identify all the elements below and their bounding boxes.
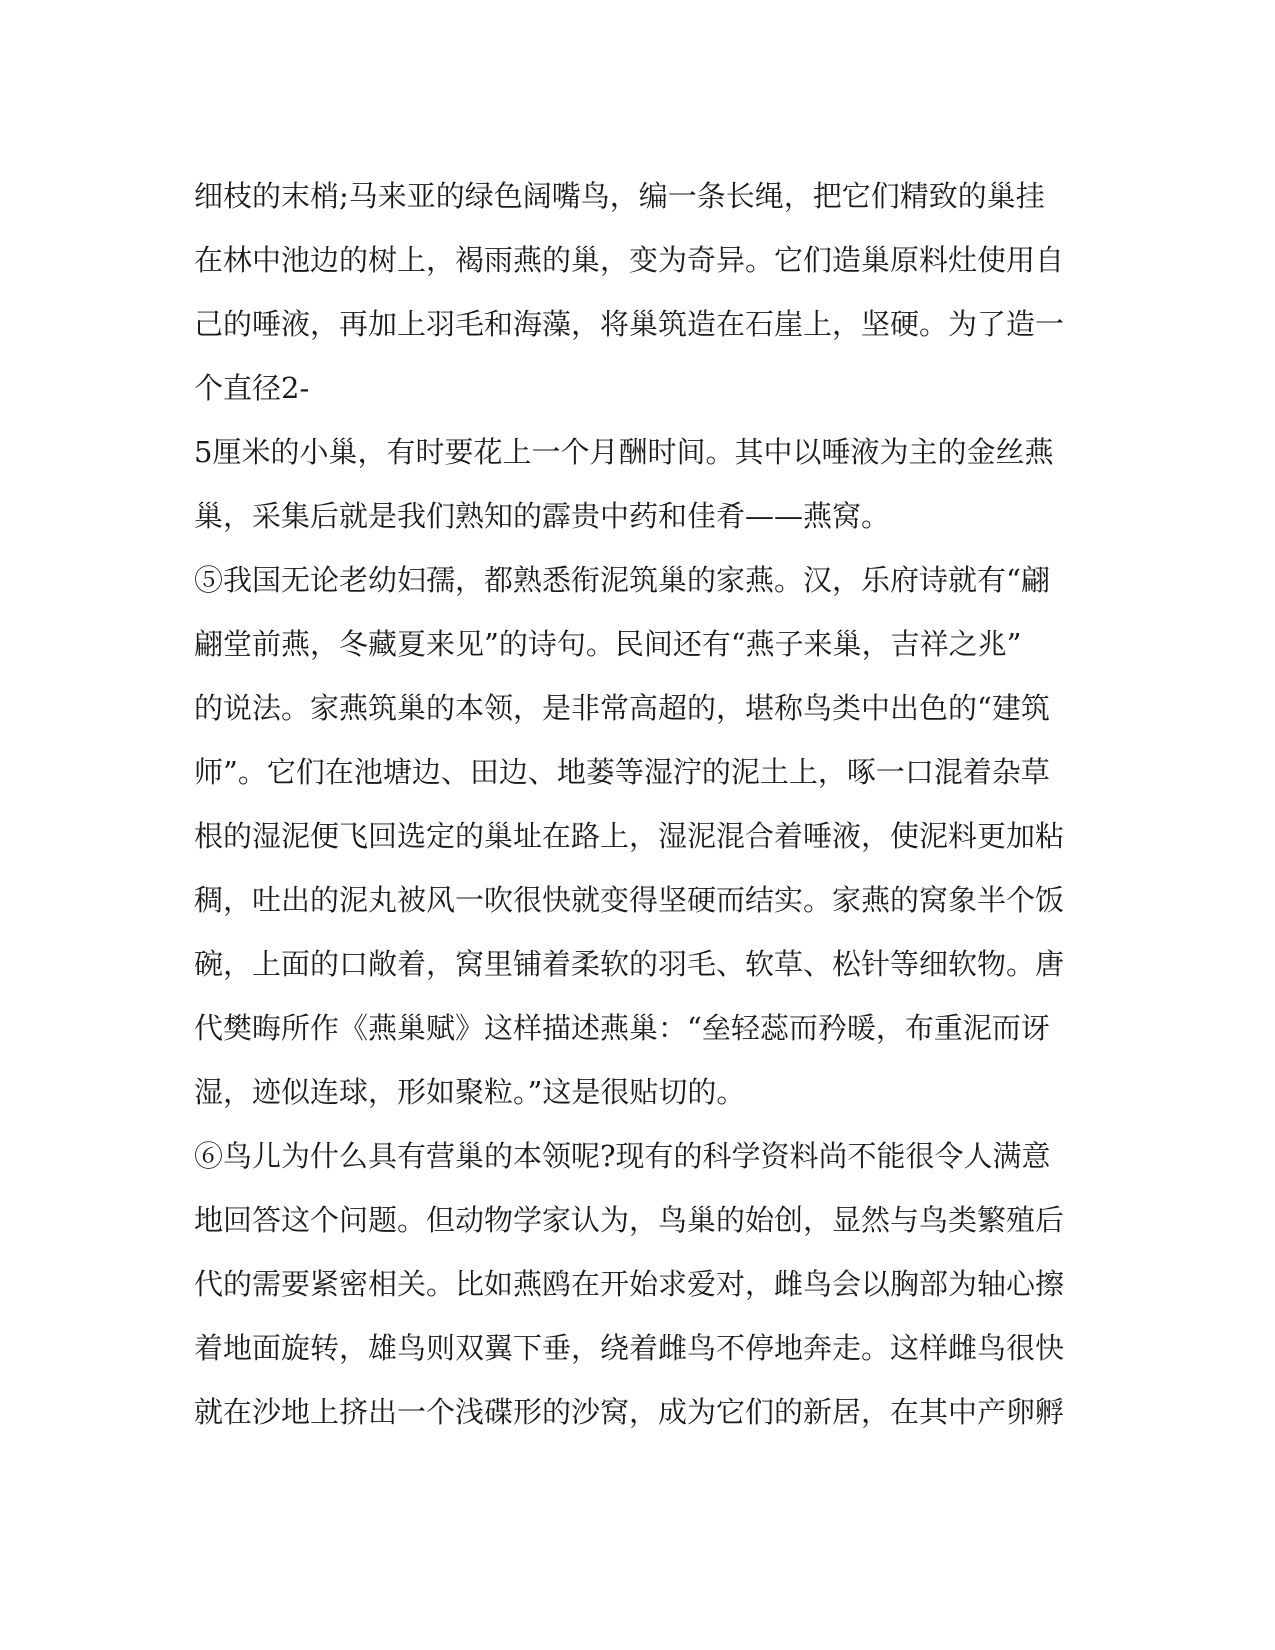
text-line: 湿，迹似连球，形如聚粒。”这是很贴切的。 [194, 1075, 746, 1109]
text-line: 代的需要紧密相关。比如燕鸥在开始求爱对，雌鸟会以胸部为轴心擦 [194, 1267, 1065, 1301]
text-line: ⑥鸟儿为什么具有营巢的本领呢?现有的科学资料尚不能很令人满意 [194, 1139, 1051, 1173]
text-line: 己的唾液，再加上羽毛和海藻，将巢筑造在石崖上，坚硬。为了造一 [194, 307, 1065, 341]
text-line: 师”。它们在池塘边、田边、地蒌等湿泞的泥土上，啄一口混着杂草 [194, 755, 1050, 789]
text-line: 的说法。家燕筑巢的本领，是非常高超的，堪称鸟类中出色的“建筑 [194, 691, 1050, 725]
text-line: 在林中池边的树上，褐雨燕的巢，变为奇异。它们造巢原料灶使用自 [194, 243, 1065, 277]
text-line: 5厘米的小巢，有时要花上一个月酬时间。其中以唾液为主的金丝燕 [194, 435, 1054, 469]
text-line: ⑤我国无论老幼妇孺，都熟悉衔泥筑巢的家燕。汉，乐府诗就有“翩 [194, 563, 1050, 597]
body-text [194, 164, 1094, 1444]
text-line: 巢，采集后就是我们熟知的霹贵中药和佳肴——燕窝。 [194, 499, 891, 533]
text-line: 着地面旋转，雄鸟则双翼下垂，绕着雌鸟不停地奔走。这样雌鸟很快 [194, 1331, 1065, 1365]
text-line: 就在沙地上挤出一个浅碟形的沙窝，成为它们的新居，在其中产卵孵 [194, 1395, 1065, 1429]
text-line: 根的湿泥便飞回选定的巢址在路上，湿泥混合着唾液，使泥料更加粘 [194, 819, 1065, 853]
text-line: 稠，吐出的泥丸被风一吹很快就变得坚硬而结实。家燕的窝象半个饭 [194, 883, 1065, 917]
text-line: 翩堂前燕，冬藏夏来见”的诗句。民间还有“燕子来巢，吉祥之兆” [194, 627, 1022, 661]
text-line: 代樊晦所作《燕巢赋》这样描述燕巢：“垒轻蕊而矜暖，布重泥而讶 [194, 1011, 1050, 1045]
text-line: 地回答这个问题。但动物学家认为，鸟巢的始创，显然与鸟类繁殖后 [194, 1203, 1065, 1237]
text-line: 细枝的末梢;马来亚的绿色阔嘴鸟，编一条长绳，把它们精致的巢挂 [194, 179, 1045, 213]
text-line: 个直径2- [194, 371, 310, 405]
text-line: 碗，上面的口敞着，窝里铺着柔软的羽毛、软草、松针等细软物。唐 [194, 947, 1065, 981]
